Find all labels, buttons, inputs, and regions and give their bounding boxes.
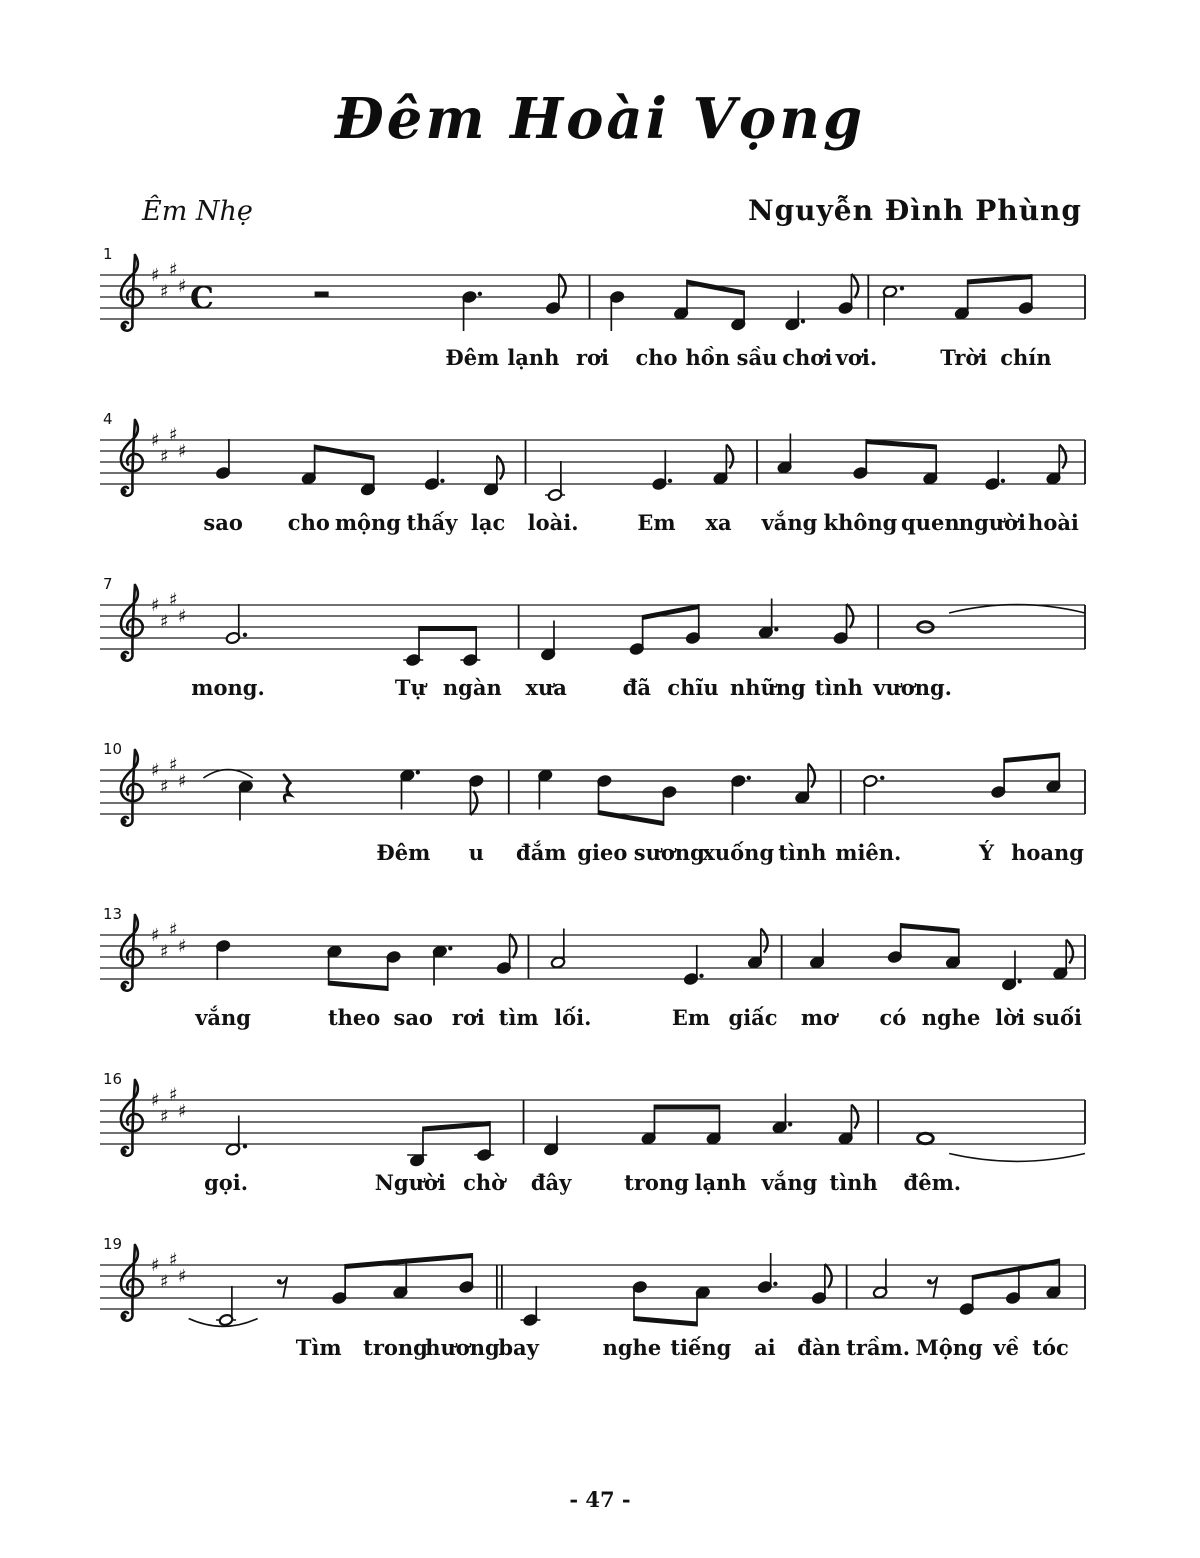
lyric-syllable: vắng bbox=[195, 1005, 252, 1030]
sharp-icon: ♯ bbox=[169, 1249, 178, 1271]
lyric-syllable: theo bbox=[327, 1005, 381, 1030]
lyric-syllable: hoài bbox=[1028, 510, 1079, 535]
lyric-syllable: Em bbox=[637, 510, 676, 535]
lyric-syllable: quen bbox=[901, 510, 960, 535]
sharp-icon: ♯ bbox=[169, 589, 178, 611]
lyric-syllable: lời bbox=[995, 1005, 1026, 1030]
lyric-syllable: gieo bbox=[577, 840, 628, 865]
measure-number: 7 bbox=[103, 575, 113, 593]
sharp-icon: ♯ bbox=[178, 1266, 187, 1287]
lyric-syllable: sầu bbox=[736, 345, 778, 370]
sharp-icon: ♯ bbox=[169, 1084, 178, 1106]
lyric-syllable: tóc bbox=[1032, 1335, 1069, 1360]
sharp-icon: ♯ bbox=[160, 1271, 169, 1293]
lyric-syllable: xuống bbox=[702, 840, 775, 865]
lyric-syllable: xưa bbox=[525, 675, 567, 700]
lyric-syllable: rơi bbox=[451, 1005, 485, 1030]
lyric-syllable: có bbox=[879, 1005, 907, 1030]
lyric-syllable: nghe bbox=[921, 1005, 981, 1030]
sharp-icon: ♯ bbox=[178, 1101, 187, 1122]
lyric-syllable: Tự bbox=[394, 675, 426, 700]
staff-system bbox=[95, 1066, 1105, 1218]
lyric-syllable: tình bbox=[829, 1170, 878, 1195]
beam-group bbox=[597, 775, 677, 826]
lyric-syllable: chờ bbox=[463, 1170, 506, 1195]
sharp-icon: ♯ bbox=[178, 441, 187, 462]
sharp-icon: ♯ bbox=[169, 424, 178, 446]
sharp-icon: ♯ bbox=[178, 936, 187, 957]
sharp-icon: ♯ bbox=[160, 1106, 169, 1128]
meta-row bbox=[0, 194, 1200, 227]
lyric-syllable: vương. bbox=[873, 675, 952, 700]
lyric-syllable: Đêm bbox=[445, 345, 500, 370]
lyric-syllable: bay bbox=[498, 1335, 539, 1360]
staff-system bbox=[95, 241, 1105, 393]
page-title: Đêm Hoài Vọng bbox=[334, 86, 866, 152]
lyric-syllable: tìm bbox=[498, 1005, 539, 1030]
lyric-syllable: Trời bbox=[940, 345, 988, 370]
lyric-syllable: vơi. bbox=[835, 345, 878, 370]
lyric-syllable: đàn bbox=[797, 1335, 841, 1360]
measure-number: 1 bbox=[103, 245, 113, 263]
staff-lines bbox=[100, 275, 1085, 319]
key-signature bbox=[151, 590, 187, 633]
sharp-icon: ♯ bbox=[169, 754, 178, 776]
lyric-syllable: lạc bbox=[470, 510, 506, 535]
systems bbox=[0, 241, 1200, 1383]
sharp-icon: ♯ bbox=[151, 265, 160, 286]
lyric-syllable: chĩu bbox=[667, 675, 719, 700]
lyric-syllable: miên. bbox=[835, 840, 902, 865]
beam-group bbox=[403, 626, 480, 666]
staff-system bbox=[95, 736, 1105, 888]
lyric-syllable: giấc bbox=[728, 1005, 778, 1030]
lyric-syllable: tình bbox=[814, 675, 863, 700]
sharp-icon: ♯ bbox=[169, 259, 178, 281]
beam-group bbox=[629, 604, 700, 655]
lyric-syllable: loài. bbox=[527, 510, 579, 535]
key-signature bbox=[151, 1250, 187, 1293]
lyric-syllable: đây bbox=[530, 1170, 572, 1195]
measure-number: 4 bbox=[103, 410, 113, 428]
lyric-syllable: người bbox=[958, 510, 1027, 535]
measure-number: 10 bbox=[103, 740, 123, 758]
lyric-syllable: suối bbox=[1032, 1005, 1082, 1030]
lyric-syllable: trong bbox=[363, 1335, 428, 1360]
lyric-syllable: tình bbox=[778, 840, 827, 865]
sharp-icon: ♯ bbox=[169, 919, 178, 941]
staff-system bbox=[95, 1231, 1105, 1383]
sharp-icon: ♯ bbox=[160, 941, 169, 963]
staff-lines bbox=[100, 935, 1085, 979]
lyric-syllable: gọi. bbox=[204, 1170, 249, 1195]
key-signature bbox=[151, 920, 187, 963]
sharp-icon: ♯ bbox=[178, 606, 187, 627]
lyric-syllable: sao bbox=[203, 510, 243, 535]
sharp-icon: ♯ bbox=[160, 611, 169, 633]
key-signature bbox=[151, 425, 187, 468]
sharp-icon: ♯ bbox=[151, 430, 160, 451]
lyric-syllable: hoang bbox=[1011, 840, 1084, 865]
lyric-syllable: hồn bbox=[685, 345, 731, 370]
sharp-icon: ♯ bbox=[178, 771, 187, 792]
lyric-syllable: vắng bbox=[761, 510, 818, 535]
staff-lines bbox=[100, 1265, 1085, 1309]
beam-group bbox=[332, 1253, 474, 1304]
staff-system bbox=[95, 571, 1105, 723]
lyric-syllable: về bbox=[993, 1335, 1019, 1360]
sharp-icon: ♯ bbox=[160, 446, 169, 468]
note bbox=[216, 1286, 236, 1326]
lyric-syllable: tiếng bbox=[670, 1335, 732, 1360]
key-signature bbox=[151, 260, 187, 303]
staff-lines bbox=[100, 1100, 1085, 1144]
slur bbox=[203, 770, 252, 778]
lyric-syllable: ngàn bbox=[442, 675, 502, 700]
staff-system bbox=[95, 406, 1105, 558]
lyric-syllable: xa bbox=[705, 510, 732, 535]
beam-group bbox=[301, 445, 375, 496]
lyric-syllable: Tìm bbox=[295, 1335, 342, 1360]
lyric-syllable: Ý bbox=[979, 840, 994, 865]
sharp-icon: ♯ bbox=[151, 595, 160, 616]
lyric-syllable: Mộng bbox=[915, 1335, 983, 1360]
staff-system bbox=[95, 901, 1105, 1053]
lyric-syllable: hương bbox=[425, 1335, 500, 1360]
lyric-syllable: đã bbox=[622, 675, 651, 700]
sharp-icon: ♯ bbox=[151, 760, 160, 781]
tempo-marking: Êm Nhẹ bbox=[142, 196, 253, 227]
sharp-icon: ♯ bbox=[160, 281, 169, 303]
measure-number: 13 bbox=[103, 905, 123, 923]
lyric-syllable: Người bbox=[374, 1170, 446, 1195]
page-number: - 47 - bbox=[569, 1487, 631, 1512]
slur bbox=[949, 1154, 1085, 1162]
lyric-syllable: không bbox=[823, 510, 898, 535]
sharp-icon: ♯ bbox=[151, 1090, 160, 1111]
lyric-syllable: mộng bbox=[334, 510, 402, 535]
lyric-syllable: trầm. bbox=[846, 1335, 911, 1360]
lyric-syllable: những bbox=[729, 675, 806, 700]
lyric-syllable: chơi bbox=[782, 345, 833, 370]
sharp-icon: ♯ bbox=[178, 276, 187, 297]
lyric-syllable: đắm bbox=[516, 840, 567, 865]
note bbox=[216, 940, 231, 980]
lyric-syllable: đêm. bbox=[903, 1170, 962, 1195]
note bbox=[918, 1133, 934, 1143]
note bbox=[610, 291, 625, 331]
lyric-syllable: lối. bbox=[554, 1005, 592, 1030]
key-signature bbox=[151, 1085, 187, 1128]
lyric-syllable: lạnh bbox=[507, 345, 560, 370]
note bbox=[545, 461, 565, 501]
time-signature: C bbox=[190, 281, 214, 316]
staff-lines bbox=[100, 770, 1085, 814]
rest bbox=[315, 292, 329, 298]
lyric-syllable: mong. bbox=[191, 675, 265, 700]
slur bbox=[949, 605, 1085, 613]
note bbox=[216, 439, 231, 479]
lyric-syllable: sương bbox=[633, 840, 705, 865]
sharp-icon: ♯ bbox=[151, 925, 160, 946]
note bbox=[469, 775, 484, 815]
rest bbox=[284, 775, 290, 801]
lyric-syllable: cho bbox=[287, 510, 330, 535]
lyric-syllable: chín bbox=[1000, 345, 1052, 370]
beam-group bbox=[674, 280, 746, 331]
measure-number: 16 bbox=[103, 1070, 123, 1088]
composer-name: Nguyễn Đình Phùng bbox=[748, 194, 1082, 227]
staff-lines bbox=[100, 605, 1085, 649]
lyric-syllable: ai bbox=[754, 1335, 776, 1360]
lyric-syllable: mơ bbox=[800, 1005, 838, 1030]
lyric-syllable: Em bbox=[671, 1005, 711, 1030]
note bbox=[520, 1286, 540, 1326]
lyric-syllable: trong bbox=[624, 1170, 689, 1195]
lyric-syllable: thấy bbox=[406, 510, 458, 535]
measure-number: 19 bbox=[103, 1235, 123, 1253]
lyric-syllable: vắng bbox=[761, 1170, 818, 1195]
lyric-syllable: Đêm bbox=[376, 840, 431, 865]
lyric-syllable: cho bbox=[635, 345, 678, 370]
sharp-icon: ♯ bbox=[160, 776, 169, 798]
lyric-syllable: u bbox=[468, 840, 484, 865]
lyric-syllable: nghe bbox=[602, 1335, 662, 1360]
lyric-syllable: sao bbox=[393, 1005, 433, 1030]
lyric-syllable: rơi bbox=[575, 345, 610, 370]
lyric-syllable: lạnh bbox=[694, 1170, 747, 1195]
key-signature bbox=[151, 755, 187, 798]
sharp-icon: ♯ bbox=[151, 1255, 160, 1276]
